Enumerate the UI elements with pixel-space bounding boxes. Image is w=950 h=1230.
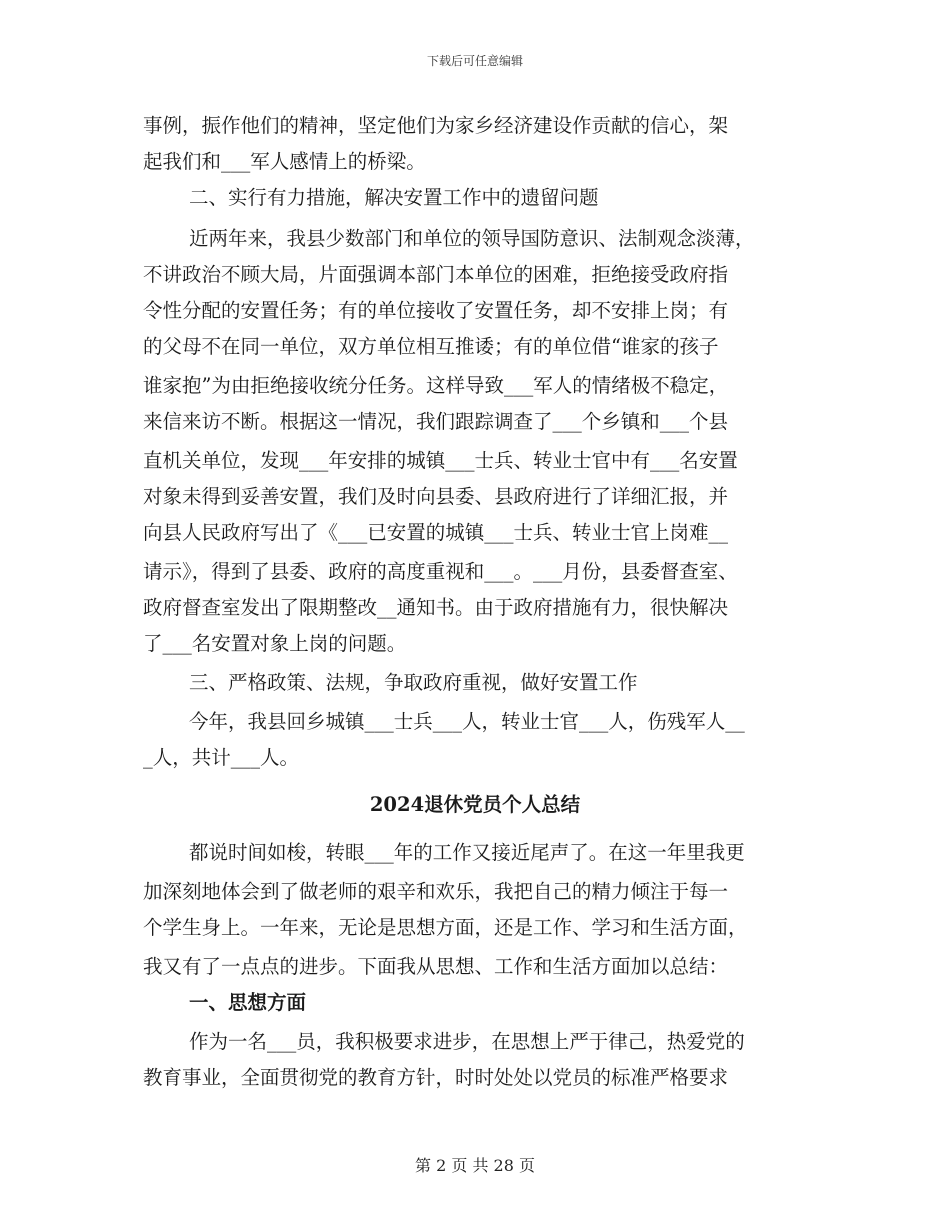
text-line: 事例，振作他们的精神，坚定他们为家乡经济建设作贡献的信心，架 [143,114,729,137]
text-line: 今年，我县回乡城镇___士兵___人，转业士官___人，伤残军人__ [189,710,745,733]
page-header: 下载后可任意编辑 [426,54,523,68]
section-heading: 二、实行有力措施，解决安置工作中的遗留问题 [189,186,599,209]
text-line: 近两年来，我县少数部门和单位的领导国防意识、法制观念淡薄， [189,227,755,250]
text-line: 教育事业，全面贯彻党的教育方针，时时处处以党员的标准严格要求 [143,1066,729,1089]
document-title: 2024退休党员个人总结 [369,793,581,816]
section-heading: 三、严格政策、法规，争取政府重视，做好安置工作 [189,671,638,694]
text-line: 请示》，得到了县委、政府的高度重视和___。___月份，县委督查室、 [143,560,738,583]
text-line: 对象未得到妥善安置，我们及时向县委、县政府进行了详细汇报，并 [143,485,729,508]
text-line: _人，共计___人。 [143,746,300,769]
text-line: 政府督查室发出了限期整改__通知书。由于政府措施有力，很快解决 [143,596,729,619]
text-line: 来信来访不断。根据这一情况，我们跟踪调查了___个乡镇和___个县 [143,410,729,433]
text-line: 起我们和___军人感情上的桥梁。 [143,150,426,173]
text-line: 谁家抱”为由拒绝接收统分任务。这样导致___军人的情绪极不稳定， [143,374,729,397]
text-line: 直机关单位，发现___年安排的城镇___士兵、转业士官中有___名安置 [143,449,738,472]
text-line: 的父母不在同一单位，双方单位相互推诿；有的单位借“谁家的孩子 [143,335,719,358]
text-line: 向县人民政府写出了《___已安置的城镇___士兵、转业士官上岗难__ [143,521,729,544]
text-line: 了___名安置对象上岗的问题。 [143,632,407,655]
text-line: 我又有了一点点的进步。下面我从思想、工作和生活方面加以总结： [143,955,729,978]
text-line: 都说时间如梭，转眼___年的工作又接近尾声了。在这一年里我更 [189,841,745,864]
text-line: 个学生身上。一年来，无论是思想方面，还是工作、学习和生活方面， [143,916,748,939]
text-line: 令性分配的安置任务；有的单位接收了安置任务，却不安排上岗；有 [143,299,729,322]
page-footer: 第 2 页 共 28 页 [415,1156,535,1175]
section-heading: 一、思想方面 [189,991,307,1014]
text-line: 作为一名___员，我积极要求进步，在思想上严于律己，热爱党的 [189,1030,745,1053]
text-line: 不讲政治不顾大局，片面强调本部门本单位的困难，拒绝接受政府指 [143,263,729,286]
text-line: 加深刻地体会到了做老师的艰辛和欢乐，我把自己的精力倾注于每一 [143,880,729,903]
